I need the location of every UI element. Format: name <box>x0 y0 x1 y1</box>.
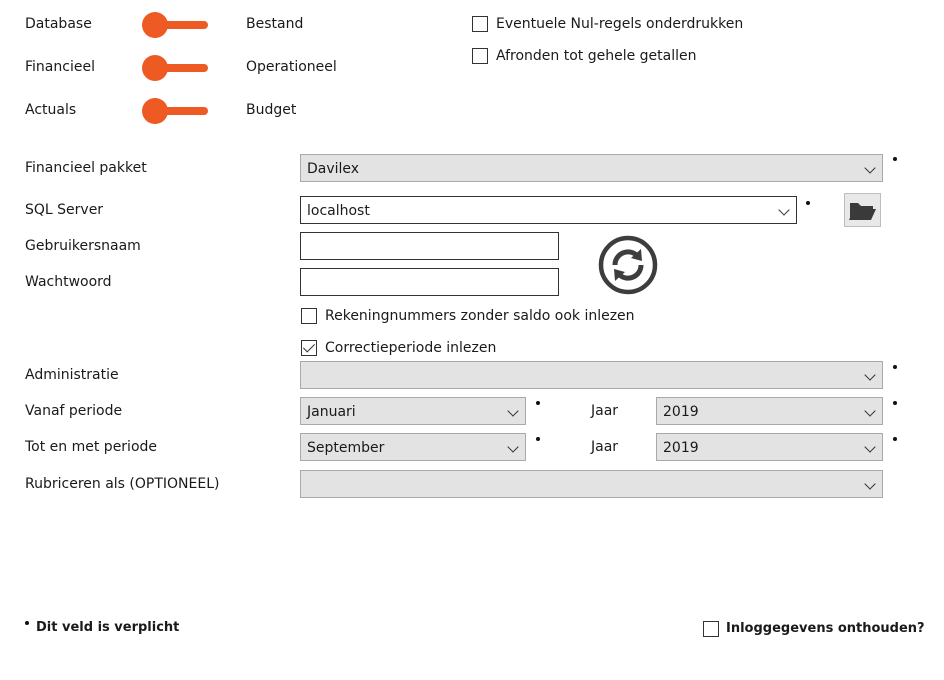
sql-server-value: localhost <box>307 203 370 219</box>
remember-login-label: Inloggegevens onthouden? <box>726 621 925 636</box>
toggle-source-left-label: Database <box>25 16 92 32</box>
refresh-icon <box>598 235 658 295</box>
remember-login-checkbox[interactable] <box>703 621 719 637</box>
chevron-down-icon <box>778 204 789 215</box>
password-input[interactable] <box>300 268 559 296</box>
from-year-label: Jaar <box>591 403 619 419</box>
suppress-zero-checkbox[interactable] <box>472 16 488 32</box>
required-marker <box>25 621 29 625</box>
password-label: Wachtwoord <box>25 274 112 290</box>
toggle-source-switch[interactable] <box>142 12 210 38</box>
to-year-select[interactable] <box>656 433 883 461</box>
required-marker <box>806 201 810 205</box>
username-input[interactable] <box>300 232 559 260</box>
required-note: Dit veld is verplicht <box>36 620 180 635</box>
required-marker <box>893 365 897 369</box>
toggle-type-right-label: Operationeel <box>246 59 337 75</box>
browse-folder-button[interactable] <box>844 193 881 227</box>
round-whole-checkbox[interactable] <box>472 48 488 64</box>
classify-label: Rubriceren als (OPTIONEEL) <box>25 476 220 492</box>
from-period-value: Januari <box>307 404 356 420</box>
required-marker <box>893 401 897 405</box>
toggle-type-switch[interactable] <box>142 55 210 81</box>
to-period-label: Tot en met periode <box>25 439 158 455</box>
accounts-no-balance-label: Rekeningnummers zonder saldo ook inlezen <box>325 308 635 324</box>
from-period-select[interactable] <box>300 397 526 425</box>
suppress-zero-label: Eventuele Nul-regels onderdrukken <box>496 16 744 32</box>
administration-select[interactable] <box>300 361 883 389</box>
toggle-data-left-label: Actuals <box>25 102 77 118</box>
required-marker <box>893 437 897 441</box>
required-marker <box>536 437 540 441</box>
chevron-down-icon <box>864 369 875 380</box>
sql-server-combobox[interactable] <box>300 196 797 224</box>
from-year-select[interactable] <box>656 397 883 425</box>
package-label: Financieel pakket <box>25 160 147 176</box>
round-whole-label: Afronden tot gehele getallen <box>496 48 697 64</box>
chevron-down-icon <box>507 405 518 416</box>
required-marker <box>536 401 540 405</box>
to-period-value: September <box>307 440 385 456</box>
chevron-down-icon <box>864 405 875 416</box>
required-marker <box>893 157 897 161</box>
correction-period-checkbox[interactable] <box>301 340 317 356</box>
correction-period-label: Correctieperiode inlezen <box>325 340 497 356</box>
toggle-data-switch[interactable] <box>142 98 210 124</box>
refresh-button[interactable] <box>598 235 658 295</box>
sql-server-label: SQL Server <box>25 202 104 218</box>
from-year-value: 2019 <box>663 404 699 420</box>
to-period-select[interactable] <box>300 433 526 461</box>
chevron-down-icon <box>864 441 875 452</box>
toggle-type-left-label: Financieel <box>25 59 95 75</box>
package-select[interactable] <box>300 154 883 182</box>
from-period-label: Vanaf periode <box>25 403 123 419</box>
to-year-value: 2019 <box>663 440 699 456</box>
toggle-source-right-label: Bestand <box>246 16 304 32</box>
to-year-label: Jaar <box>591 439 619 455</box>
administration-label: Administratie <box>25 367 119 383</box>
folder-open-icon <box>845 194 880 226</box>
classify-select[interactable] <box>300 470 883 498</box>
username-label: Gebruikersnaam <box>25 238 141 254</box>
chevron-down-icon <box>864 162 875 173</box>
chevron-down-icon <box>864 478 875 489</box>
package-value: Davilex <box>307 161 360 177</box>
toggle-data-right-label: Budget <box>246 102 297 118</box>
chevron-down-icon <box>507 441 518 452</box>
accounts-no-balance-checkbox[interactable] <box>301 308 317 324</box>
